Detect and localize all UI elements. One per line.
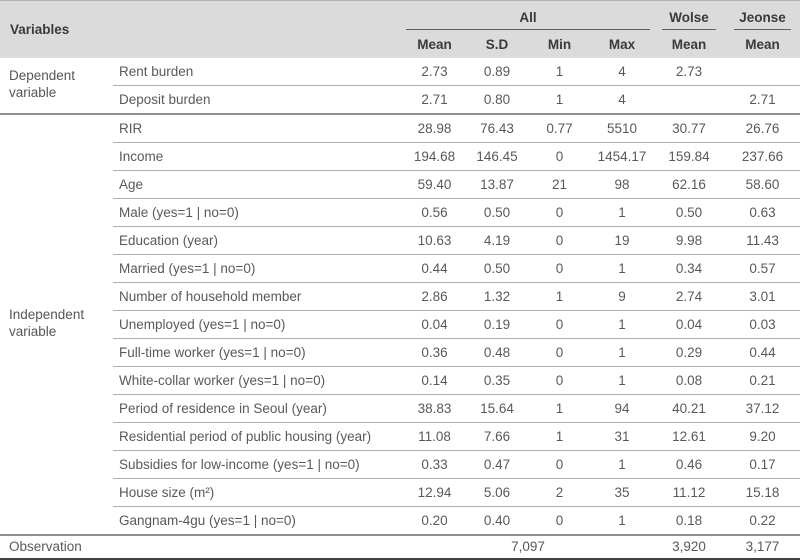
value-cell: 15.18 — [725, 478, 800, 506]
value-cell: 21 — [528, 170, 591, 198]
header-col-all-max: Max — [591, 31, 653, 58]
table-row — [0, 506, 800, 535]
table-row — [0, 450, 800, 478]
table-row — [0, 478, 800, 506]
header-group-all-label: All — [406, 2, 650, 30]
value-cell: 1 — [591, 338, 653, 366]
value-cell: 0 — [528, 338, 591, 366]
variable-name: Period of residence in Seoul (year) — [113, 394, 403, 422]
observation-wolse: 3,920 — [653, 535, 725, 559]
variable-name: Age — [113, 170, 403, 198]
value-cell: 40.21 — [653, 394, 725, 422]
variable-name: Unemployed (yes=1 | no=0) — [113, 310, 403, 338]
observation-label: Observation — [0, 535, 403, 559]
value-cell: 94 — [591, 394, 653, 422]
value-cell: 1 — [591, 310, 653, 338]
value-cell: 1.32 — [466, 282, 528, 310]
value-cell: 76.43 — [466, 114, 528, 143]
value-cell: 0.44 — [403, 254, 466, 282]
value-cell: 1 — [528, 85, 591, 114]
value-cell: 31 — [591, 422, 653, 450]
value-cell: 0.04 — [653, 310, 725, 338]
value-cell: 0.50 — [653, 198, 725, 226]
table-header — [0, 1, 800, 58]
value-cell: 0.03 — [725, 310, 800, 338]
variable-name: RIR — [113, 114, 403, 143]
value-cell: 35 — [591, 478, 653, 506]
value-cell: 1 — [591, 366, 653, 394]
table-row — [0, 142, 800, 170]
value-cell: 0 — [528, 142, 591, 170]
table-row — [0, 254, 800, 282]
value-cell: 7.66 — [466, 422, 528, 450]
value-cell: 0.56 — [403, 198, 466, 226]
variable-name: Married (yes=1 | no=0) — [113, 254, 403, 282]
variable-name: Deposit burden — [113, 85, 403, 114]
value-cell: 37.12 — [725, 394, 800, 422]
value-cell — [725, 58, 800, 86]
table-row — [0, 366, 800, 394]
value-cell: 4.19 — [466, 226, 528, 254]
value-cell: 0 — [528, 254, 591, 282]
value-cell: 0.21 — [725, 366, 800, 394]
variable-name: Subsidies for low-income (yes=1 | no=0) — [113, 450, 403, 478]
header-group-wolse-label: Wolse — [662, 2, 716, 30]
value-cell: 0 — [528, 310, 591, 338]
value-cell: 237.66 — [725, 142, 800, 170]
value-cell: 11.43 — [725, 226, 800, 254]
value-cell: 38.83 — [403, 394, 466, 422]
value-cell: 5.06 — [466, 478, 528, 506]
value-cell: 0.04 — [403, 310, 466, 338]
value-cell: 0 — [528, 198, 591, 226]
value-cell: 1 — [555, 63, 564, 79]
value-cell: 0 — [528, 506, 591, 535]
header-col-jeonse-mean: Mean — [725, 31, 800, 58]
value-cell: 0.44 — [725, 338, 800, 366]
table-row — [0, 226, 800, 254]
observation-all: 7,097 — [403, 535, 653, 559]
value-cell: 98 — [591, 170, 653, 198]
value-cell: 0.19 — [466, 310, 528, 338]
value-cell: 2.74 — [653, 282, 725, 310]
value-cell: 1 — [528, 422, 591, 450]
value-cell: 0.50 — [466, 198, 528, 226]
header-group-all — [403, 1, 653, 31]
value-cell: 0 — [528, 366, 591, 394]
value-cell: 4 — [591, 85, 653, 114]
observation-jeonse: 3,177 — [725, 535, 800, 559]
header-group-jeonse-label: Jeonse — [734, 2, 791, 30]
value-cell: 159.84 — [653, 142, 725, 170]
variable-name: Rent burden — [119, 63, 194, 79]
variable-group-label: Dependent variable — [9, 68, 76, 100]
table-row — [0, 170, 800, 198]
table-row — [0, 198, 800, 226]
value-cell: 3.01 — [725, 282, 800, 310]
value-cell: 2.73 — [675, 63, 703, 79]
value-cell: 0.22 — [725, 506, 800, 535]
value-cell: 0.63 — [725, 198, 800, 226]
value-cell: 2 — [528, 478, 591, 506]
value-cell: 0.80 — [466, 85, 528, 114]
value-cell: 0.08 — [653, 366, 725, 394]
value-cell: 0.35 — [466, 366, 528, 394]
value-cell: 13.87 — [466, 170, 528, 198]
value-cell: 12.94 — [403, 478, 466, 506]
value-cell: 0.46 — [653, 450, 725, 478]
variable-name: Male (yes=1 | no=0) — [113, 198, 403, 226]
value-cell: 26.76 — [725, 114, 800, 143]
value-cell: 0.36 — [403, 338, 466, 366]
value-cell: 9.98 — [653, 226, 725, 254]
value-cell: 15.64 — [466, 394, 528, 422]
observation-row — [0, 535, 800, 559]
variable-name: Residential period of public housing (year) — [113, 422, 403, 450]
value-cell: 0.77 — [528, 114, 591, 143]
table-row — [0, 58, 800, 86]
value-cell: 146.45 — [466, 142, 528, 170]
value-cell: 2.71 — [403, 85, 466, 114]
value-cell: 1 — [528, 394, 591, 422]
value-cell: 0.17 — [725, 450, 800, 478]
variable-name: White-collar worker (yes=1 | no=0) — [113, 366, 403, 394]
value-cell: 0 — [528, 226, 591, 254]
value-cell: 1 — [591, 506, 653, 535]
value-cell: 194.68 — [403, 142, 466, 170]
value-cell: 0.57 — [725, 254, 800, 282]
table-row — [0, 422, 800, 450]
table-row — [0, 114, 800, 143]
header-group-jeonse — [725, 1, 800, 31]
value-cell: 28.98 — [403, 114, 466, 143]
value-cell: 1454.17 — [591, 142, 653, 170]
variable-name: House size (m²) — [113, 478, 403, 506]
value-cell: 10.63 — [403, 226, 466, 254]
value-cell: 1 — [528, 282, 591, 310]
value-cell: 1 — [591, 254, 653, 282]
value-cell: 0.89 — [483, 63, 511, 79]
value-cell: 1 — [591, 198, 653, 226]
value-cell: 2.71 — [725, 85, 800, 114]
value-cell: 30.77 — [653, 114, 725, 143]
value-cell: 5510 — [591, 114, 653, 143]
variable-name: Education (year) — [113, 226, 403, 254]
value-cell: 2.73 — [421, 63, 448, 79]
value-cell: 0.33 — [403, 450, 466, 478]
value-cell: 0.47 — [466, 450, 528, 478]
value-cell: 0.40 — [466, 506, 528, 535]
header-col-wolse-mean: Mean — [653, 31, 725, 58]
value-cell: 11.08 — [403, 422, 466, 450]
table-row — [0, 338, 800, 366]
value-cell: 1 — [591, 450, 653, 478]
value-cell: 58.60 — [725, 170, 800, 198]
table-row — [0, 85, 800, 114]
header-col-all-sd: S.D — [466, 31, 528, 58]
value-cell: 0.18 — [653, 506, 725, 535]
variable-name: Gangnam-4gu (yes=1 | no=0) — [113, 506, 403, 535]
variable-name: Full-time worker (yes=1 | no=0) — [113, 338, 403, 366]
value-cell: 0.29 — [653, 338, 725, 366]
value-cell: 0.48 — [466, 338, 528, 366]
header-col-all-mean: Mean — [403, 31, 466, 58]
value-cell: 59.40 — [403, 170, 466, 198]
value-cell — [653, 85, 725, 114]
value-cell: 0.20 — [403, 506, 466, 535]
header-variables: Variables — [0, 1, 403, 58]
value-cell: 0.50 — [466, 254, 528, 282]
value-cell: 0 — [528, 450, 591, 478]
value-cell: 2.86 — [403, 282, 466, 310]
value-cell: 9.20 — [725, 422, 800, 450]
value-cell: 62.16 — [653, 170, 725, 198]
header-col-all-min: Min — [528, 31, 591, 58]
table-row — [0, 282, 800, 310]
value-cell: 11.12 — [653, 478, 725, 506]
value-cell: 9 — [591, 282, 653, 310]
value-cell: 19 — [591, 226, 653, 254]
value-cell: 12.61 — [653, 422, 725, 450]
value-cell: 4 — [618, 63, 626, 79]
variable-group-label: Independent variable — [0, 114, 113, 535]
table-row — [0, 310, 800, 338]
table-row — [0, 394, 800, 422]
header-group-wolse — [653, 1, 725, 31]
value-cell: 0.14 — [403, 366, 466, 394]
variable-name: Income — [113, 142, 403, 170]
value-cell: 0.34 — [653, 254, 725, 282]
table-body — [0, 58, 800, 559]
variable-name: Number of household member — [113, 282, 403, 310]
